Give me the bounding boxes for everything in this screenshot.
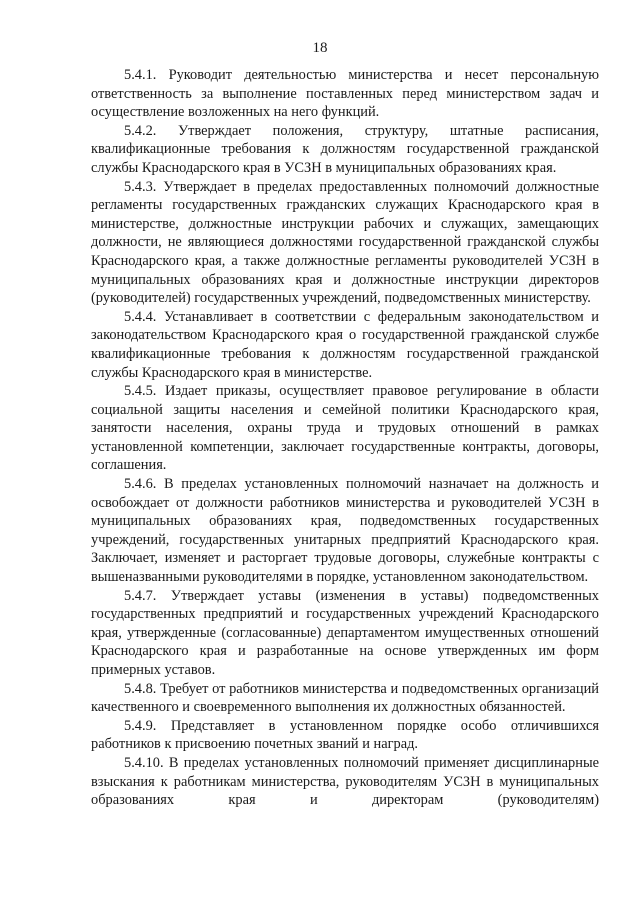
paragraph-5-4-9: 5.4.9. Представляет в установленном порядке особо отличившихся работников к присвоению почетных званий и наград. <box>91 717 599 753</box>
paragraph-5-4-8: 5.4.8. Требует от работников министерства и подведомственных организаций качественного и своевременного выполнения их должностных обязанностей. <box>91 680 599 716</box>
document-body <box>91 66 599 810</box>
paragraph-5-4-4: 5.4.4. Устанавливает в соответствии с федеральным законодательством и законодательством Краснодарского края о государственной гражданской службе квалификационные требования к должностям государственной гражданской службы Краснодарского края в министерстве. <box>91 308 599 381</box>
paragraph-5-4-3: 5.4.3. Утверждает в пределах предоставленных полномочий должностные регламенты государственных гражданских служащих Краснодарского края в министерстве, должностные инструкции рабочих и служащих, замещающих должности, не являющиеся должностями государственной гражданской службы Краснодарского края, а также должностные регламенты руководителей УСЗН в муниципальных образованиях края и должностные инструкции директоров (руководителей) государственных учреждений, подведомственных министерству. <box>91 178 599 307</box>
paragraph-5-4-1: 5.4.1. Руководит деятельностью министерства и несет персональную ответственность за выполнение поставленных перед министерством задач и осуществление возложенных на него функций. <box>91 67 599 121</box>
paragraph-5-4-2: 5.4.2. Утверждает положения, структуру, штатные расписания, квалификационные требования к должностям государственной гражданской службы Краснодарского края в УСЗН в муниципальных образованиях края. <box>91 122 599 176</box>
paragraph-5-4-7: 5.4.7. Утверждает уставы (изменения в уставы) подведомственных государственных предприятий и государственных учреждений Краснодарского края, утвержденные (согласованные) департаментом имущественных отношений Краснодарского края и разработанные на основе утвержденных им форм примерных уставов. <box>91 587 599 678</box>
paragraph-5-4-6: 5.4.6. В пределах установленных полномочий назначает на должность и освобождает от должности работников министерства и руководителей УСЗН в муниципальных образованиях края, подведомственных государственных учреждений, государственных унитарных предприятий Краснодарского края. Заключает, изменяет и расторгает трудовые договоры, служебные контракты с вышеназванными руководителями в порядке, установленном законодательством. <box>91 476 599 586</box>
paragraph-5-4-10: 5.4.10. В пределах установленных полномочий применяет дисциплинарные взыскания к работникам министерства, руководителям УСЗН в муниципальных образованиях края и директорам (руководителям) <box>91 754 599 809</box>
paragraph-5-4-5: 5.4.5. Издает приказы, осуществляет правовое регулирование в области социальной защиты населения и семейной политики Краснодарского края, занятости населения, охраны труда и трудовых отношений в рамках установленной компетенции, заключает государственные контракты, договоры, соглашения. <box>91 383 599 474</box>
page-number: 18 <box>312 40 328 56</box>
